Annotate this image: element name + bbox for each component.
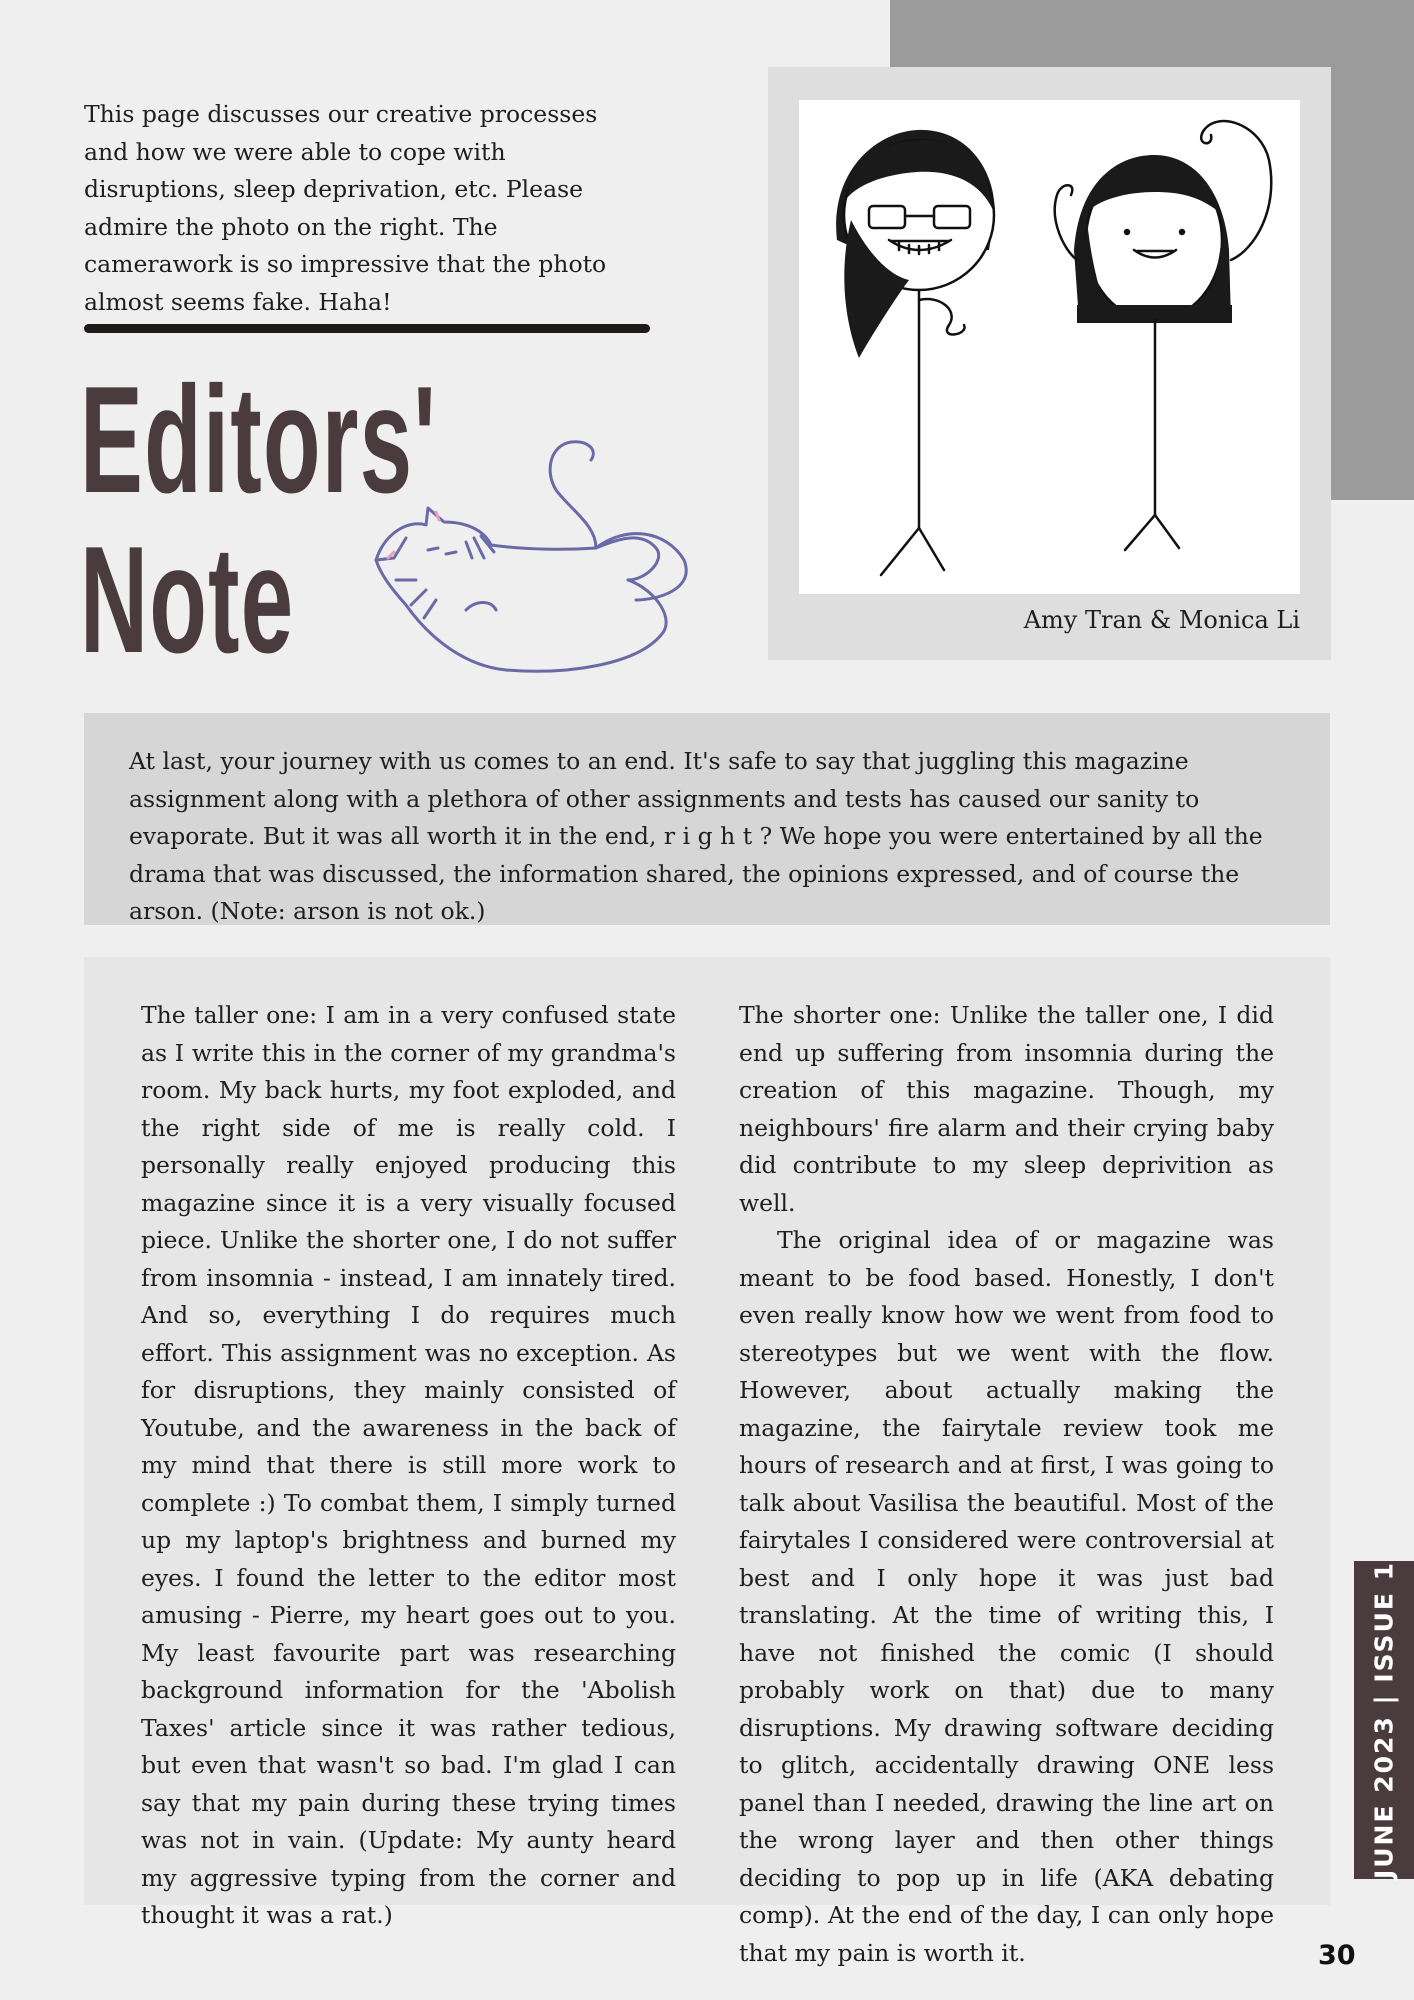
column-paragraph: The original idea of or magazine was meant to be food based. Honestly, I don't even really know how we went from food to stereotypes but we went with the flow. However, about actually making the magazine, the fairytale review took me hours of research and at first, I was going to talk about Vasilisa the beautiful. Most of the fairytales I considered were controversial at best and I only hope it was just bad translating. At the time of writing this, I have not finished the comic (I should probably work on that) due to many disruptions. My drawing software deciding to glitch, accidentally drawing ONE less panel than I needed, drawing the line art on the wrong layer and then other things deciding to pop up in life (AKA debating comp). At the end of the day, I can only hope that my pain is worth it. <box>739 1226 1274 1967</box>
column-taller-one <box>141 997 676 1935</box>
cat-doodle-icon <box>366 430 711 685</box>
lead-panel <box>84 713 1330 925</box>
title-line-1: Editors' <box>80 355 437 525</box>
column-shorter-one <box>739 997 1274 1972</box>
column-paragraph: The taller one: I am in a very confused state as I write this in the corner of my grandma's room. My back hurts, my foot exploded, and the right side of me is really cold. I personally really enjoyed producing this magazine since it is a very visually focused piece. Unlike the shorter one, I do not suffer from insomnia - instead, I am innately tired. And so, everything I do requires much effort. This assignment was no exception. As for disruptions, they mainly consisted of Youtube, and the awareness in the back of my mind that there is still more work to complete :) To combat them, I simply turned up my laptop's brightness and burned my eyes. I found the letter to the editor most amusing - Pierre, my heart goes out to you. My least favourite part was researching background information for the 'Abolish Taxes' article since it was rather tedious, but even that wasn't so bad. I'm glad I can say that my pain during these trying times was not in vain. (Update: My aunty heard my aggressive typing from the corner and thought it was a rat.) <box>141 1001 676 1929</box>
lead-paragraph: At last, your journey with us comes to an end. It's safe to say that juggling this magazine assignment along with a plethora of other assignments and tests has caused our sanity to evaporate. But it was all worth it in the end, r i g h t ? We hope you were entertained by all the drama that was discussed, the information shared, the opinions expressed, and of course the arson. (Note: arson is not ok.) <box>129 747 1263 926</box>
photo-caption: Amy Tran & Monica Li <box>1023 606 1300 634</box>
stick-figure-drawing-icon <box>799 100 1300 594</box>
page-number: 30 <box>1318 1940 1356 1971</box>
column-paragraph: The shorter one: Unlike the taller one, I did end up suffering from insomnia during the creation of this magazine. Though, my neighbours' fire alarm and their crying baby did contribute to my sleep deprivition as well. <box>739 1001 1274 1217</box>
intro-text: This page discusses our creative processes and how we were able to cope with disruptions, sleep deprivation, etc. Please admire the photo on the right. The camerawork is so impressive that the photo almost seems fake. Haha! <box>84 100 607 316</box>
photo-stick-figures <box>799 100 1300 594</box>
issue-tab <box>1354 1561 1414 1879</box>
issue-label: JUNE 2023 | ISSUE 1 <box>1369 1560 1399 1880</box>
columns-panel <box>84 957 1330 1967</box>
title-line-2: Note <box>80 515 295 685</box>
divider-rule <box>84 324 650 333</box>
